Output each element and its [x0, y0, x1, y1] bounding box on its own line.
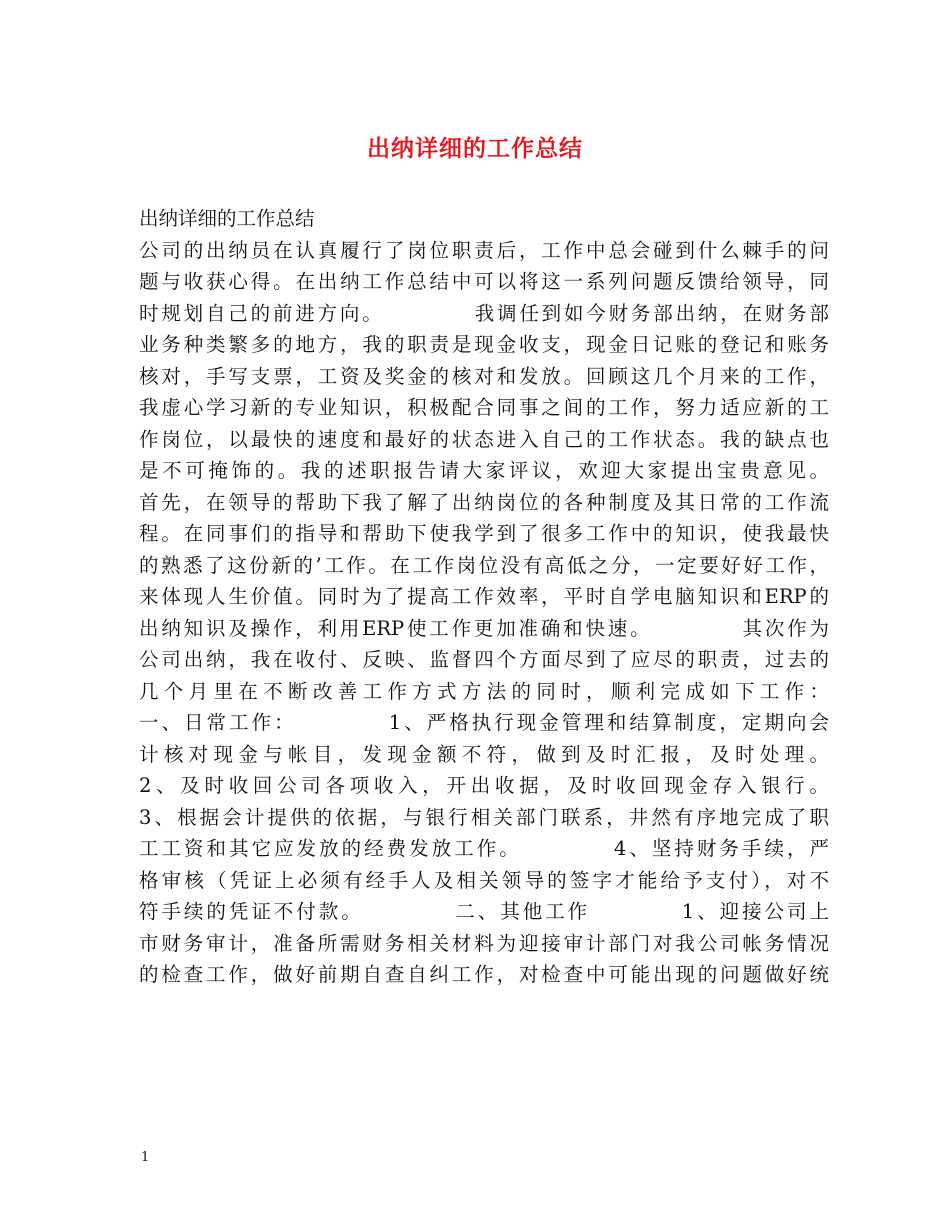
body-line: 题与收获心得。在出纳工作总结中可以将这一系列问题反馈给领导，同	[139, 270, 829, 293]
body-line: 2、及时收回公司各项收入，开出收据，及时收回现金存入银行。	[139, 774, 829, 797]
body-line: 几个月里在不断改善工作方式方法的同时，顺利完成如下工作：	[139, 679, 829, 703]
body-line: 公司出纳，我在收付、反映、监督四个方面尽到了应尽的职责，过去的	[139, 648, 829, 671]
body-line: 出纳知识及操作，利用ERP使工作更加准确和快速。 其次作为	[139, 616, 829, 640]
body-line: 业务种类繁多的地方，我的职责是现金收支，现金日记账的登记和账务	[139, 333, 829, 356]
body-line: 来体现人生价值。同时为了提高工作效率，平时自学电脑知识和ERP的	[139, 585, 829, 608]
body-line: 作岗位，以最快的速度和最好的状态进入自己的工作状态。我的缺点也	[139, 427, 829, 451]
body-line: 程。在同事们的指导和帮助下使我学到了很多工作中的知识，使我最快	[139, 522, 829, 545]
body-line: 格审核（凭证上必须有经手人及相关领导的签字才能给予支付），对不	[139, 868, 829, 892]
body-line: 市财务审计，准备所需财务相关材料为迎接审计部门对我公司帐务情况	[139, 931, 829, 955]
body-line: 符手续的凭证不付款。 二、其他工作 1、迎接公司上	[139, 900, 829, 923]
body-line: 出纳详细的工作总结	[139, 207, 315, 230]
body-line: 的熟悉了这份新的’工作。在工作岗位没有高低之分，一定要好好工作，	[139, 553, 829, 577]
body-line: 公司的出纳员在认真履行了岗位职责后，工作中总会碰到什么棘手的问	[139, 238, 829, 262]
body-line: 核对，手写支票，工资及奖金的核对和发放。回顾这几个月来的工作，	[139, 364, 829, 388]
document-title: 出纳详细的工作总结	[367, 135, 583, 162]
document-body	[139, 203, 829, 991]
body-line: 计核对现金与帐目，发现金额不符，做到及时汇报，及时处理。	[139, 742, 829, 766]
body-line: 的检查工作，做好前期自查自纠工作，对检查中可能出现的问题做好统	[139, 963, 829, 986]
body-line: 时规划自己的前进方向。 我调任到如今财务部出纳，在财务部	[139, 301, 829, 325]
body-line: 是不可掩饰的。我的述职报告请大家评议，欢迎大家提出宝贵意见。	[139, 459, 829, 482]
body-line: 我虚心学习新的专业知识，积极配合同事之间的工作，努力适应新的工	[139, 396, 829, 419]
body-line: 首先，在领导的帮助下我了解了出纳岗位的各种制度及其日常的工作流	[139, 490, 829, 514]
page-number: 1	[141, 1150, 150, 1165]
body-line: 工工资和其它应发放的经费发放工作。 4、坚持财务手续，严	[139, 837, 829, 860]
body-line: 3、根据会计提供的依据，与银行相关部门联系，井然有序地完成了职	[139, 805, 829, 829]
body-line: 一、日常工作： 1、严格执行现金管理和结算制度，定期向会	[139, 711, 829, 734]
